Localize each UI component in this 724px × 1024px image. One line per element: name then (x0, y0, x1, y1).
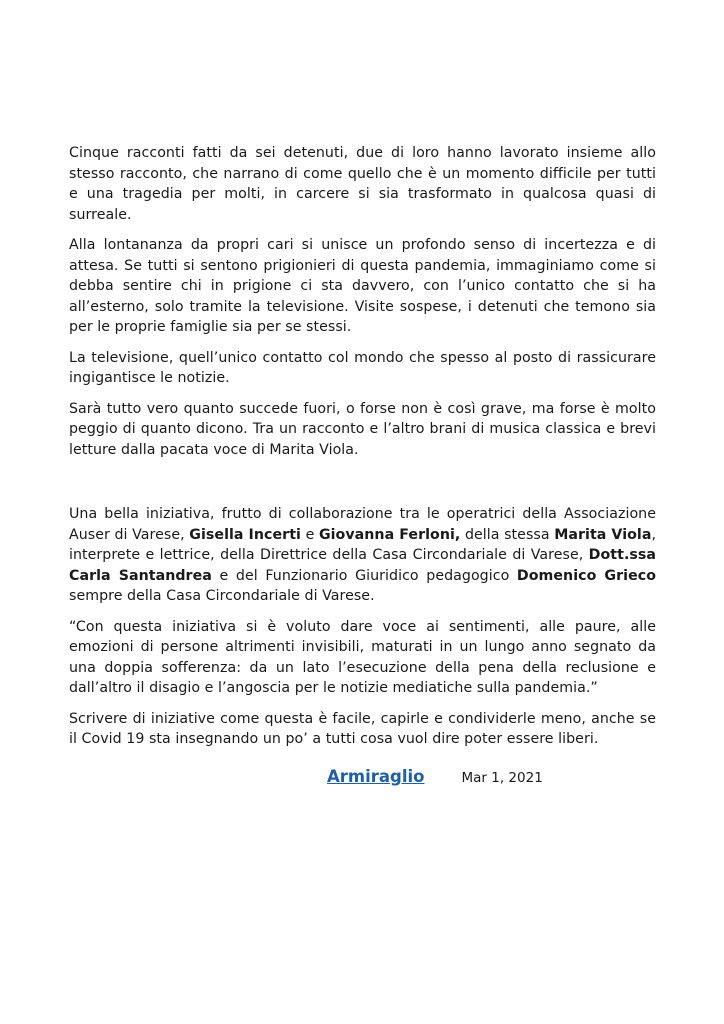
author-link[interactable]: Armiraglio (327, 767, 425, 786)
initiative-text-3: della stessa (460, 526, 555, 543)
paragraph-intro: Cinque racconti fatti da sei detenuti, due di loro hanno lavorato insieme allo stesso racconto, che narrano di come quello che è un momento difficile per tutti e una tragedia per molti, in carcere si sia trasformato in qualcosa quasi di surreale. (69, 145, 656, 223)
article-body (69, 143, 656, 760)
paragraph-initiative (69, 504, 656, 607)
paragraph-distance: Alla lontananza da propri cari si unisce un profondo senso di incertezza e di attesa. Se tutti si sentono prigionieri di questa pandemia, immaginiamo come si debba sentire chi in prigione ci sta davvero, con l’unico contatto che si ha all’esterno, solo tramite la televisione. Visite sospese, i detenuti che temono sia per le proprie famiglie sia per se stessi. (69, 237, 656, 335)
initiative-text-4: , interprete e lettrice, della Direttrice della Casa Circondariale di Varese, (69, 526, 657, 563)
signature-block (327, 767, 543, 786)
initiative-text-6: sempre della Casa Circondariale di Varese. (69, 588, 375, 604)
initiative-text-1: Una bella iniziativa, frutto di collaborazione tra le operatrici della Associazione Auser di Varese, (69, 506, 656, 543)
initiative-text-2: e (300, 526, 319, 543)
paragraph-television: La televisione, quell’unico contatto col mondo che spesso al posto di rassicurare ingigantisce le notizie. (69, 349, 656, 386)
paragraph-closing: Scrivere di iniziative come questa è facile, capirle e condividerle meno, anche se il Covid 19 sta insegnando un po’ a tutti cosa vuol dire poter essere liberi. (69, 710, 656, 747)
paragraph-news: Sarà tutto vero quanto succede fuori, o forse non è così grave, ma forse è molto peggio di quanto dicono. Tra un racconto e l’altro brani di musica classica e brevi letture dalla pacata voce di Marita Viola. (69, 400, 656, 458)
name-giovanna-ferloni: Giovanna Ferloni, (318, 526, 461, 543)
name-carla-santandrea: Dott.ssa Carla Santandrea (69, 547, 656, 584)
name-domenico-grieco: Domenico Grieco (516, 567, 656, 584)
name-marita-viola: Marita Viola (554, 526, 652, 543)
initiative-text-5: e del Funzionario Giuridico pedagogico (211, 567, 517, 584)
section-spacer (69, 470, 656, 504)
publish-date: Mar 1, 2021 (461, 770, 543, 786)
name-gisella-incerti: Gisella Incerti (189, 526, 301, 543)
paragraph-quote: “Con questa iniziativa si è voluto dare voce ai sentimenti, alle paure, alle emozioni di persone altrimenti invisibili, maturati in un lungo anno segnato da una doppia sofferenza: da un lato l’esecuzione della pena della reclusione e dall’altro il disagio e l’angoscia per le notizie mediatiche sulla pandemia.” (69, 618, 656, 696)
